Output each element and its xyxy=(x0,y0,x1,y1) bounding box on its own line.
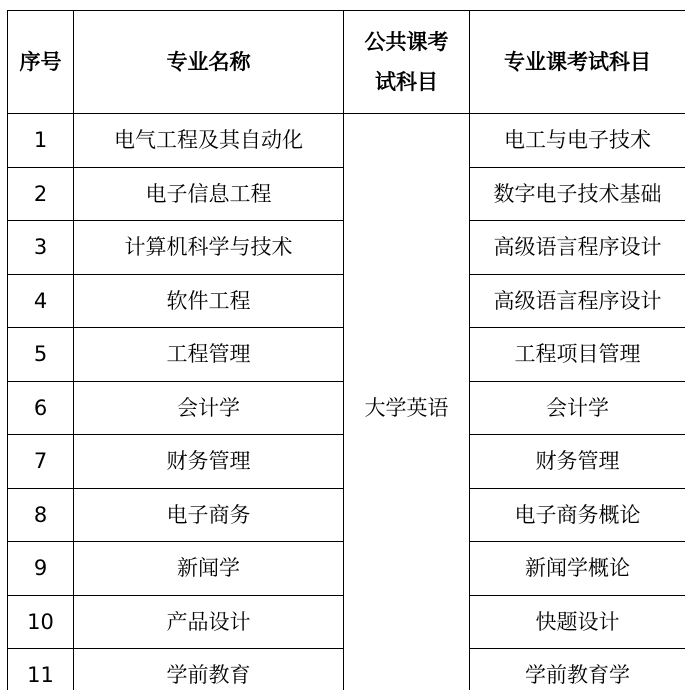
header-major-name: 专业名称 xyxy=(74,11,344,114)
cell-major: 工程管理 xyxy=(74,328,344,382)
cell-major: 软件工程 xyxy=(74,274,344,328)
cell-major: 产品设计 xyxy=(74,595,344,649)
cell-major-exam: 新闻学概论 xyxy=(470,542,686,596)
cell-major-exam: 数字电子技术基础 xyxy=(470,167,686,221)
cell-index: 1 xyxy=(8,114,74,168)
cell-index: 4 xyxy=(8,274,74,328)
cell-major: 会计学 xyxy=(74,381,344,435)
cell-major: 电气工程及其自动化 xyxy=(74,114,344,168)
cell-index: 6 xyxy=(8,381,74,435)
cell-major: 计算机科学与技术 xyxy=(74,221,344,275)
cell-major: 学前教育 xyxy=(74,649,344,691)
header-major-exam: 专业课考试科目 xyxy=(470,11,686,114)
cell-index: 5 xyxy=(8,328,74,382)
table-header-row xyxy=(8,11,686,114)
header-public-exam xyxy=(344,11,470,114)
header-index: 序号 xyxy=(8,11,74,114)
cell-index: 10 xyxy=(8,595,74,649)
cell-index: 8 xyxy=(8,488,74,542)
cell-major-exam: 学前教育学 xyxy=(470,649,686,691)
cell-public-exam-subject: 大学英语 xyxy=(344,114,470,691)
cell-index: 2 xyxy=(8,167,74,221)
header-public-exam-line2: 试科目 xyxy=(375,70,438,94)
cell-major: 电子商务 xyxy=(74,488,344,542)
cell-major-exam: 高级语言程序设计 xyxy=(470,221,686,275)
cell-index: 9 xyxy=(8,542,74,596)
cell-major-exam: 电子商务概论 xyxy=(470,488,686,542)
cell-major-exam: 会计学 xyxy=(470,381,686,435)
exam-subjects-table-wrapper xyxy=(7,10,685,690)
cell-index: 3 xyxy=(8,221,74,275)
cell-index: 7 xyxy=(8,435,74,489)
header-public-exam-line1: 公共课考 xyxy=(364,30,449,54)
cell-index: 11 xyxy=(8,649,74,691)
exam-subjects-table xyxy=(7,10,685,690)
table-row xyxy=(8,114,686,168)
cell-major: 新闻学 xyxy=(74,542,344,596)
cell-major-exam: 快题设计 xyxy=(470,595,686,649)
cell-major: 电子信息工程 xyxy=(74,167,344,221)
cell-major-exam: 财务管理 xyxy=(470,435,686,489)
cell-major-exam: 工程项目管理 xyxy=(470,328,686,382)
cell-major-exam: 高级语言程序设计 xyxy=(470,274,686,328)
cell-major: 财务管理 xyxy=(74,435,344,489)
cell-major-exam: 电工与电子技术 xyxy=(470,114,686,168)
